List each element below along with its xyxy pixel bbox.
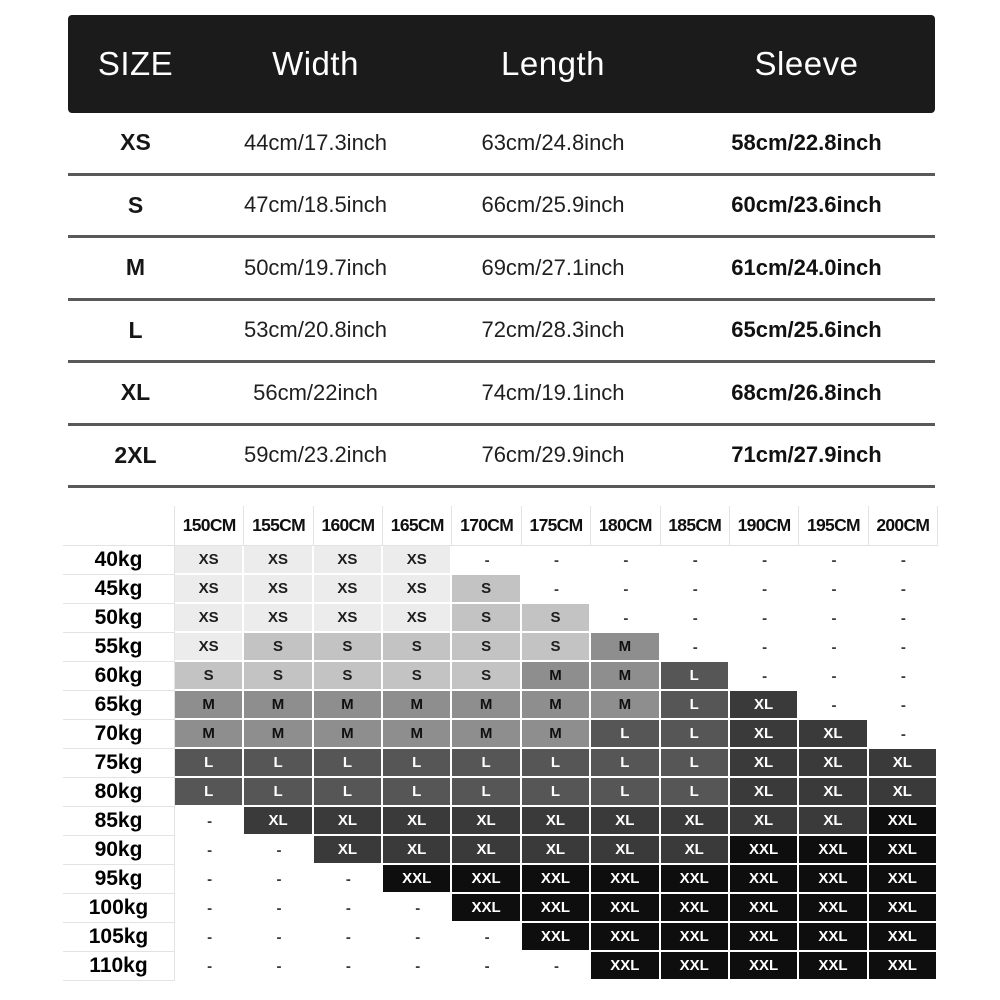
fit-cell: XL (591, 807, 660, 836)
fit-cell: L (661, 691, 730, 720)
fit-cell: XL (730, 749, 799, 778)
fit-cell: XXL (799, 865, 868, 894)
column-header-sleeve: Sleeve (754, 45, 859, 82)
fit-cell: - (869, 691, 938, 720)
fit-cell: - (730, 546, 799, 575)
matrix-corner-cell (63, 506, 175, 546)
fit-cell: S (522, 604, 591, 633)
fit-cell: M (175, 720, 244, 749)
fit-cell: XS (314, 575, 383, 604)
weight-label-90kg: 90kg (63, 836, 175, 865)
size-label: S (127, 191, 144, 218)
column-header-width: Width (272, 45, 359, 82)
weight-label-75kg: 75kg (63, 749, 175, 778)
fit-cell: XXL (730, 894, 799, 923)
fit-cell: XL (869, 778, 938, 807)
size-row-l (68, 301, 935, 364)
fit-cell: XL (869, 749, 938, 778)
fit-cell: XL (730, 720, 799, 749)
fit-cell: XL (799, 749, 868, 778)
fit-cell: - (244, 865, 313, 894)
fit-cell: - (244, 894, 313, 923)
fit-cell: XXL (452, 865, 521, 894)
fit-cell: - (869, 604, 938, 633)
fit-cell: - (869, 546, 938, 575)
weight-label-110kg: 110kg (63, 952, 175, 981)
size-table-rows (68, 113, 935, 488)
fit-cell: - (522, 546, 591, 575)
column-header-length: Length (501, 45, 605, 82)
size-row-m (68, 238, 935, 301)
fit-cell: XL (452, 807, 521, 836)
fit-cell: M (244, 720, 313, 749)
height-header-175cm: 175CM (522, 506, 591, 546)
fit-cell: L (661, 720, 730, 749)
weight-label-85kg: 85kg (63, 807, 175, 836)
fit-cell: XXL (799, 836, 868, 865)
fit-cell: - (452, 952, 521, 981)
fit-cell: XXL (591, 865, 660, 894)
fit-cell: L (661, 749, 730, 778)
fit-cell: XXL (591, 952, 660, 981)
size-row-xs (68, 113, 935, 176)
fit-cell: XL (730, 807, 799, 836)
fit-cell: L (591, 778, 660, 807)
fit-cell: XL (522, 836, 591, 865)
fit-cell: XL (383, 836, 452, 865)
fit-cell: - (175, 952, 244, 981)
fit-cell: L (591, 720, 660, 749)
fit-cell: XS (383, 546, 452, 575)
fit-cell: - (522, 952, 591, 981)
fit-cell: M (522, 691, 591, 720)
size-row-s (68, 176, 935, 239)
fit-cell: XL (799, 778, 868, 807)
fit-cell: - (869, 633, 938, 662)
fit-cell: - (244, 923, 313, 952)
fit-cell: XL (314, 836, 383, 865)
length-value: 72cm/28.3inch (481, 317, 625, 343)
fit-cell: XS (383, 604, 452, 633)
size-label: XL (120, 379, 151, 406)
length-value: 76cm/29.9inch (481, 442, 625, 468)
fit-cell: M (383, 691, 452, 720)
fit-cell: - (383, 923, 452, 952)
fit-cell: XL (730, 778, 799, 807)
fit-cell: - (799, 546, 868, 575)
fit-cell: S (522, 633, 591, 662)
sleeve-value: 71cm/27.9inch (731, 442, 882, 468)
weight-label-55kg: 55kg (63, 633, 175, 662)
fit-cell: M (591, 662, 660, 691)
fit-cell: XXL (661, 894, 730, 923)
fit-cell: - (175, 894, 244, 923)
sleeve-value: 61cm/24.0inch (731, 254, 882, 280)
fit-cell: XXL (452, 894, 521, 923)
fit-cell: - (730, 575, 799, 604)
weight-label-80kg: 80kg (63, 778, 175, 807)
fit-cell: M (591, 691, 660, 720)
fit-cell: - (869, 720, 938, 749)
fit-cell: - (314, 894, 383, 923)
fit-cell: M (522, 662, 591, 691)
fit-cell: S (244, 662, 313, 691)
fit-cell: L (383, 749, 452, 778)
fit-cell: XL (730, 691, 799, 720)
fit-cell: XXL (522, 923, 591, 952)
fit-cell: - (730, 662, 799, 691)
fit-cell: - (452, 546, 521, 575)
fit-cell: S (452, 633, 521, 662)
fit-cell: - (244, 952, 313, 981)
fit-cell: S (314, 662, 383, 691)
fit-cell: M (522, 720, 591, 749)
fit-cell: M (314, 691, 383, 720)
weight-label-105kg: 105kg (63, 923, 175, 952)
fit-cell: - (452, 923, 521, 952)
fit-cell: M (452, 720, 521, 749)
fit-cell: XXL (869, 894, 938, 923)
width-value: 44cm/17.3inch (243, 129, 388, 155)
fit-cell: - (244, 836, 313, 865)
fit-cell: - (799, 691, 868, 720)
width-value: 53cm/20.8inch (243, 317, 388, 343)
fit-cell: - (799, 604, 868, 633)
weight-label-95kg: 95kg (63, 865, 175, 894)
fit-cell: XXL (661, 865, 730, 894)
length-value: 63cm/24.8inch (481, 129, 625, 155)
fit-cell: S (314, 633, 383, 662)
weight-label-70kg: 70kg (63, 720, 175, 749)
weight-label-40kg: 40kg (63, 546, 175, 575)
fit-cell: S (383, 633, 452, 662)
fit-cell: - (869, 662, 938, 691)
fit-cell: XS (244, 604, 313, 633)
fit-cell: M (452, 691, 521, 720)
fit-cell: - (661, 546, 730, 575)
fit-cell: M (314, 720, 383, 749)
fit-cell: XXL (591, 923, 660, 952)
fit-cell: S (452, 604, 521, 633)
fit-cell: - (591, 546, 660, 575)
size-measurements-table (68, 15, 935, 488)
fit-cell: - (314, 952, 383, 981)
fit-cell: XL (661, 836, 730, 865)
height-header-170cm: 170CM (452, 506, 521, 546)
fit-cell: - (661, 633, 730, 662)
fit-cell: XXL (869, 836, 938, 865)
fit-cell: S (383, 662, 452, 691)
fit-cell: L (314, 749, 383, 778)
fit-cell: XL (314, 807, 383, 836)
fit-cell: - (383, 952, 452, 981)
fit-cell: S (452, 662, 521, 691)
sleeve-value: 65cm/25.6inch (731, 317, 882, 343)
fit-cell: XXL (799, 952, 868, 981)
size-table-header-bar (68, 15, 935, 113)
fit-cell: L (175, 778, 244, 807)
fit-cell: - (799, 575, 868, 604)
fit-cell: L (314, 778, 383, 807)
height-header-180cm: 180CM (591, 506, 660, 546)
fit-cell: L (522, 778, 591, 807)
height-header-195cm: 195CM (799, 506, 868, 546)
fit-cell: - (175, 865, 244, 894)
sleeve-value: 60cm/23.6inch (731, 192, 882, 218)
fit-cell: XL (799, 720, 868, 749)
size-label: L (128, 316, 143, 343)
size-label: M (125, 254, 146, 281)
fit-cell: XS (314, 546, 383, 575)
fit-cell: - (591, 575, 660, 604)
fit-cell: - (730, 604, 799, 633)
fit-cell: XXL (869, 865, 938, 894)
fit-cell: XXL (522, 894, 591, 923)
length-value: 74cm/19.1inch (481, 379, 625, 405)
fit-cell: L (175, 749, 244, 778)
fit-cell: XS (244, 546, 313, 575)
fit-cell: M (383, 720, 452, 749)
sleeve-value: 68cm/26.8inch (731, 379, 882, 405)
fit-cell: XS (314, 604, 383, 633)
fit-cell: - (383, 894, 452, 923)
size-row-2xl (68, 426, 935, 489)
column-header-size: SIZE (97, 45, 174, 82)
fit-cell: XL (452, 836, 521, 865)
fit-cell: S (244, 633, 313, 662)
height-header-150cm: 150CM (175, 506, 244, 546)
length-value: 66cm/25.9inch (481, 192, 625, 218)
fit-cell: XXL (730, 923, 799, 952)
fit-cell: XS (175, 546, 244, 575)
fit-cell: XS (244, 575, 313, 604)
fit-cell: XL (661, 807, 730, 836)
fit-cell: XXL (869, 923, 938, 952)
fit-cell: - (175, 923, 244, 952)
fit-cell: XXL (522, 865, 591, 894)
fit-cell: - (175, 807, 244, 836)
fit-cell: XXL (661, 952, 730, 981)
fit-cell: XXL (591, 894, 660, 923)
fit-cell: - (314, 923, 383, 952)
fit-cell: XL (799, 807, 868, 836)
fit-cell: XS (383, 575, 452, 604)
fit-cell: S (175, 662, 244, 691)
fit-cell: - (522, 575, 591, 604)
fit-cell: XS (175, 575, 244, 604)
fit-cell: S (452, 575, 521, 604)
sleeve-value: 58cm/22.8inch (731, 129, 882, 155)
fit-cell: XXL (730, 836, 799, 865)
weight-label-60kg: 60kg (63, 662, 175, 691)
fit-cell: XXL (730, 865, 799, 894)
fit-cell: M (175, 691, 244, 720)
fit-cell: - (799, 662, 868, 691)
fit-cell: - (869, 575, 938, 604)
fit-cell: XS (175, 604, 244, 633)
fit-cell: XS (175, 633, 244, 662)
width-value: 50cm/19.7inch (243, 254, 388, 280)
fit-cell: XXL (869, 807, 938, 836)
fit-cell: L (591, 749, 660, 778)
fit-cell: M (591, 633, 660, 662)
height-header-160cm: 160CM (314, 506, 383, 546)
fit-cell: L (522, 749, 591, 778)
fit-cell: XXL (799, 923, 868, 952)
length-value: 69cm/27.1inch (481, 254, 625, 280)
fit-cell: XL (383, 807, 452, 836)
height-header-155cm: 155CM (244, 506, 313, 546)
size-label: XS (120, 129, 151, 156)
height-header-165cm: 165CM (383, 506, 452, 546)
fit-cell: - (730, 633, 799, 662)
fit-cell: XL (522, 807, 591, 836)
fit-cell: XL (244, 807, 313, 836)
fit-cell: - (314, 865, 383, 894)
fit-cell: L (244, 778, 313, 807)
fit-cell: XXL (383, 865, 452, 894)
fit-cell: - (175, 836, 244, 865)
fit-cell: XXL (869, 952, 938, 981)
fit-cell: L (452, 778, 521, 807)
weight-label-50kg: 50kg (63, 604, 175, 633)
fit-cell: L (383, 778, 452, 807)
weight-label-100kg: 100kg (63, 894, 175, 923)
weight-label-65kg: 65kg (63, 691, 175, 720)
fit-cell: XXL (661, 923, 730, 952)
size-label: 2XL (114, 441, 157, 468)
width-value: 56cm/22inch (253, 379, 378, 405)
width-value: 47cm/18.5inch (243, 192, 388, 218)
fit-cell: XXL (730, 952, 799, 981)
fit-cell: - (799, 633, 868, 662)
fit-cell: L (452, 749, 521, 778)
width-value: 59cm/23.2inch (243, 442, 388, 468)
height-header-185cm: 185CM (661, 506, 730, 546)
height-header-200cm: 200CM (869, 506, 938, 546)
fit-cell: M (244, 691, 313, 720)
fit-cell: - (591, 604, 660, 633)
size-row-xl (68, 363, 935, 426)
weight-label-45kg: 45kg (63, 575, 175, 604)
fit-cell: L (661, 662, 730, 691)
height-header-190cm: 190CM (730, 506, 799, 546)
fit-cell: XXL (799, 894, 868, 923)
fit-cell: L (244, 749, 313, 778)
fit-cell: - (661, 575, 730, 604)
fit-cell: XL (591, 836, 660, 865)
fit-cell: - (661, 604, 730, 633)
fit-cell: L (661, 778, 730, 807)
height-weight-size-matrix (63, 506, 938, 981)
